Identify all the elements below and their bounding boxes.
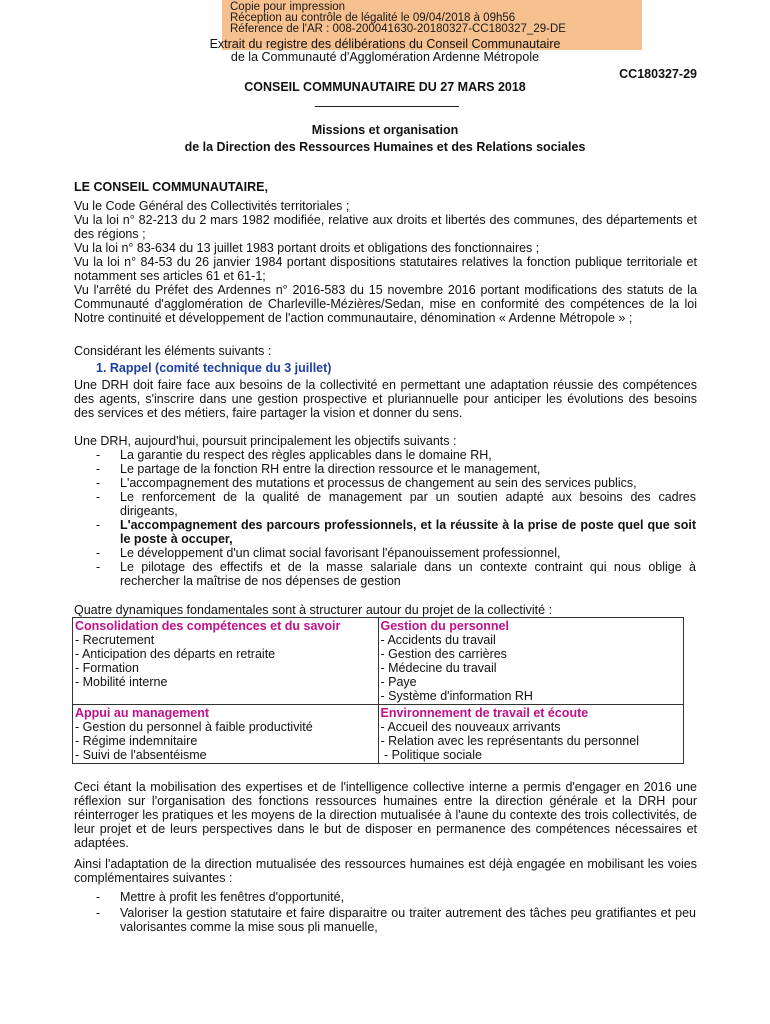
dynamics-table <box>72 617 684 764</box>
cell-competences <box>73 618 379 705</box>
vu-loi-82-213: Vu la loi n° 82-213 du 2 mars 1982 modifiée, relative aux droits et libertés des communes, des départements et des régions ; <box>74 213 697 241</box>
cell-item: - Gestion du personnel à faible productivité <box>75 720 313 734</box>
community-name: de la Communauté d'Agglomération Ardenne Métropole <box>230 50 540 64</box>
closing-bullet: Valoriser la gestion statutaire et faire disparaitre ou traiter autrement des tâches peu gratifiantes et peu valorisantes comme la mise sous pli manuelle, <box>120 906 696 934</box>
bullet-dash: - <box>96 906 101 920</box>
objectives-intro: Une DRH, aujourd'hui, poursuit principalement les objectifs suivants : <box>74 434 457 448</box>
objective-item: Le renforcement de la qualité de management par un soutien adapté aux besoins des cadres dirigeants, <box>120 490 696 518</box>
cell-item: - Paye <box>380 675 417 689</box>
cell-item: - Gestion des carrières <box>380 647 507 661</box>
bullet-dash: - <box>96 546 101 560</box>
closing-paragraph-1: Ceci étant la mobilisation des expertises et de l'intelligence collective interne a permis d'engager en 2016 une réflexion sur l'organisation des fonctions ressources humaines entre la direction générale et la DRH pour réinterroger les pratiques et les moyens de la direction mutualisée à l'aune du contexte des trois collectivités, de leur projet et de leurs perspectives dans le but de disposer en permanence des compétences nécessaires et adaptées. <box>74 780 697 850</box>
cell-item: - Recrutement <box>75 633 155 647</box>
cell-item: - Anticipation des départs en retraite <box>75 647 276 661</box>
objective-item-emphasis: L'accompagnement des parcours professionnels, et la réussite à la prise de poste quel que soit le poste à occuper, <box>120 518 696 546</box>
cell-item: - Médecine du travail <box>380 661 497 675</box>
register-extract: Extrait du registre des délibérations du Conseil Communautaire <box>209 37 561 51</box>
objective-item: Le développement d'un climat social favorisant l'épanouissement professionnel, <box>120 546 561 560</box>
cell-item: - Accueil des nouveaux arrivants <box>380 720 561 734</box>
cell-gestion-personnel <box>378 618 684 705</box>
closing-paragraph-2: Ainsi l'adaptation de la direction mutualisée des ressources humaines est déjà engagée en mobilisant les voies complémentaires suivantes : <box>74 857 697 885</box>
cell-item: - Régime indemnitaire <box>75 734 198 748</box>
cell-title: Consolidation des compétences et du savoir <box>75 619 341 633</box>
vu-loi-84-53: Vu la loi n° 84-53 du 26 janvier 1984 portant dispositions statutaires relatives la fonction publique territoriale et notamment ses articles 61 et 61-1; <box>74 255 697 283</box>
council-heading: LE CONSEIL COMMUNAUTAIRE, <box>74 180 268 194</box>
deliberation-reference: CC180327-29 <box>619 67 697 81</box>
cell-item: - Accidents du travail <box>380 633 496 647</box>
subject-line-1: Missions et organisation <box>311 123 459 137</box>
cell-title: Environnement de travail et écoute <box>380 706 589 720</box>
objective-item: La garantie du respect des règles applicables dans le domaine RH, <box>120 448 492 462</box>
council-title: CONSEIL COMMUNAUTAIRE DU 27 MARS 2018 <box>244 80 526 94</box>
cell-item: - Mobilité interne <box>75 675 168 689</box>
objective-item: Le pilotage des effectifs et de la masse salariale dans un contexte contraint qui nous oblige à rechercher la maîtrise de nos dépenses de gestion <box>120 560 696 588</box>
bullet-dash: - <box>96 490 101 504</box>
cell-environnement-travail <box>378 705 684 764</box>
stamp-line-3: Réference de l'AR : 008-200041630-20180327-CC180327_29-DE <box>230 23 566 35</box>
title-separator <box>315 106 459 107</box>
stamp-line-2: Réception au contrôle de légalité le 09/04/2018 à 09h56 <box>230 12 516 24</box>
cell-title: Gestion du personnel <box>380 619 509 633</box>
bullet-dash: - <box>96 462 101 476</box>
vu-arrete-prefet: Vu l'arrêté du Préfet des Ardennes n° 2016-583 du 15 novembre 2016 portant modifications des statuts de la Communauté d'agglomération de Charleville-Mézières/Sedan, mise en conformité des compétences de la loi Notre continuité et développement de l'action communautaire, dénomination « Ardenne Métropole » ; <box>74 283 697 325</box>
section-1-title: 1. Rappel (comité technique du 3 juillet) <box>96 361 332 375</box>
subject-line-2: de la Direction des Ressources Humaines et des Relations sociales <box>184 140 586 154</box>
bullet-dash: - <box>96 890 101 904</box>
vu-cgct: Vu le Code Général des Collectivités territoriales ; <box>74 199 350 213</box>
objective-item: L'accompagnement des mutations et processus de changement au sein des services publics, <box>120 476 637 490</box>
section-1-paragraph: Une DRH doit faire face aux besoins de la collectivité en permettant une adaptation réussie des compétences des agents, s'inscrire dans une gestion prospective et pluriannuelle pour anticiper les évolutions des besoins des services et des métiers, faire partager la vision et donner du sens. <box>74 378 697 420</box>
bullet-dash: - <box>96 476 101 490</box>
vu-loi-83-634: Vu la loi n° 83-634 du 13 juillet 1983 portant droits et obligations des fonctionnaires ; <box>74 241 540 255</box>
bullet-dash: - <box>96 448 101 462</box>
cell-item: - Système d'information RH <box>380 689 533 703</box>
cell-item: - Relation avec les représentants du personnel <box>380 734 639 748</box>
closing-bullet: Mettre à profit les fenêtres d'opportunité, <box>120 890 345 904</box>
dynamics-intro: Quatre dynamiques fondamentales sont à structurer autour du projet de la collectivité : <box>74 603 553 617</box>
cell-item: - Formation <box>75 661 139 675</box>
considering-intro: Considérant les éléments suivants : <box>74 344 272 358</box>
cell-item: - Suivi de l'absentéisme <box>75 748 207 762</box>
bullet-dash: - <box>96 560 101 574</box>
cell-item: - Politique sociale <box>380 748 482 762</box>
stamp-line-1: Copie pour impression <box>230 1 346 13</box>
cell-title: Appui au management <box>75 706 210 720</box>
bullet-dash: - <box>96 518 101 532</box>
objective-item: Le partage de la fonction RH entre la direction ressource et le management, <box>120 462 541 476</box>
cell-appui-management <box>73 705 379 764</box>
